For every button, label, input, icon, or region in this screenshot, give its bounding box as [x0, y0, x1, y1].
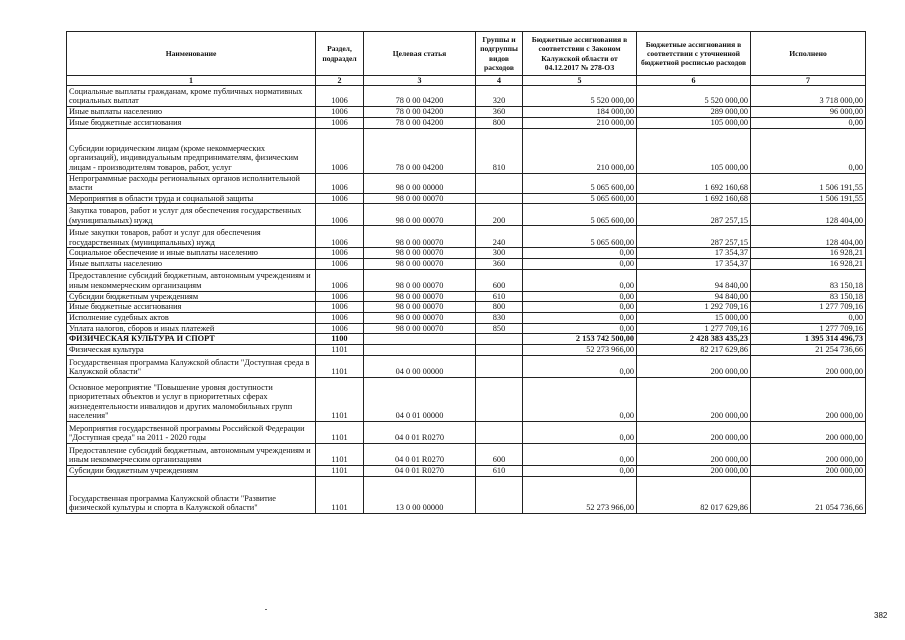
row-section: 1006	[316, 226, 364, 248]
row-law: 0,00	[523, 465, 637, 476]
row-law: 0,00	[523, 323, 637, 334]
row-refined: 200 000,00	[637, 377, 751, 421]
row-refined: 1 692 160,68	[637, 173, 751, 193]
page-number: 382	[874, 611, 888, 620]
row-section: 1101	[316, 355, 364, 377]
row-group	[476, 377, 523, 421]
row-executed: 16 928,21	[751, 248, 866, 259]
row-refined: 200 000,00	[637, 443, 751, 465]
row-law: 5 065 600,00	[523, 173, 637, 193]
header-row	[67, 32, 866, 76]
row-law: 52 273 966,00	[523, 344, 637, 355]
row-refined: 17 354,37	[637, 248, 751, 259]
row-section: 1101	[316, 443, 364, 465]
row-refined: 17 354,37	[637, 258, 751, 269]
row-name: Иные выплаты населению	[67, 258, 316, 269]
row-refined: 2 428 383 435,23	[637, 334, 751, 345]
row-target: 78 0 00 04200	[364, 86, 476, 107]
row-refined: 1 692 160,68	[637, 193, 751, 204]
table-row	[67, 248, 866, 259]
row-law: 210 000,00	[523, 117, 637, 128]
row-section: 1006	[316, 117, 364, 128]
row-target: 04 0 01 R0270	[364, 443, 476, 465]
row-executed: 200 000,00	[751, 355, 866, 377]
row-name: Социальные выплаты гражданам, кроме публичных нормативных социальных выплат	[67, 86, 316, 107]
row-refined: 1 292 709,16	[637, 302, 751, 313]
row-executed: 1 395 314 496,73	[751, 334, 866, 345]
row-refined: 289 000,00	[637, 107, 751, 118]
row-name: Социальное обеспечение и иные выплаты населению	[67, 248, 316, 259]
row-target: 98 0 00 00000	[364, 173, 476, 193]
row-target: 04 0 01 R0270	[364, 465, 476, 476]
row-name: Иные выплаты населению	[67, 107, 316, 118]
row-law: 0,00	[523, 377, 637, 421]
row-group: 800	[476, 117, 523, 128]
row-name: Закупка товаров, работ и услуг для обеспечения государственных (муниципальных) нужд	[67, 204, 316, 226]
row-group: 300	[476, 248, 523, 259]
row-section: 1100	[316, 334, 364, 345]
row-executed: 1 506 191,55	[751, 173, 866, 193]
row-section: 1006	[316, 323, 364, 334]
table-row	[67, 258, 866, 269]
row-group: 800	[476, 302, 523, 313]
row-section: 1006	[316, 193, 364, 204]
row-section: 1006	[316, 312, 364, 323]
row-executed: 128 404,00	[751, 204, 866, 226]
row-refined: 1 277 709,16	[637, 323, 751, 334]
row-name: Исполнение судебных актов	[67, 312, 316, 323]
row-law: 0,00	[523, 443, 637, 465]
table-row	[67, 107, 866, 118]
scan-speck	[265, 609, 267, 610]
row-section: 1006	[316, 86, 364, 107]
row-section: 1101	[316, 476, 364, 513]
row-target: 98 0 00 00070	[364, 226, 476, 248]
row-name: Основное мероприятие "Повышение уровня доступности приоритетных объектов и услуг в приоритетных сферах жизнедеятельности инвалидов и других маломобильных групп населения"	[67, 377, 316, 421]
row-target: 98 0 00 00070	[364, 323, 476, 334]
row-group: 240	[476, 226, 523, 248]
row-section: 1006	[316, 248, 364, 259]
row-target	[364, 344, 476, 355]
row-group: 610	[476, 465, 523, 476]
column-number: 1	[67, 76, 316, 86]
row-name: Иные бюджетные ассигнования	[67, 302, 316, 313]
row-group	[476, 421, 523, 443]
row-target: 04 0 00 00000	[364, 355, 476, 377]
row-law: 0,00	[523, 258, 637, 269]
row-target	[364, 334, 476, 345]
row-refined: 200 000,00	[637, 465, 751, 476]
row-refined: 200 000,00	[637, 421, 751, 443]
column-number: 5	[523, 76, 637, 86]
row-executed: 0,00	[751, 117, 866, 128]
table-row	[67, 226, 866, 248]
row-executed: 0,00	[751, 312, 866, 323]
row-target: 98 0 00 00070	[364, 302, 476, 313]
row-executed: 200 000,00	[751, 465, 866, 476]
row-law: 2 153 742 500,00	[523, 334, 637, 345]
row-executed: 200 000,00	[751, 377, 866, 421]
row-section: 1101	[316, 465, 364, 476]
table-row	[67, 355, 866, 377]
row-refined: 94 840,00	[637, 269, 751, 291]
row-section: 1006	[316, 107, 364, 118]
table-row	[67, 86, 866, 107]
row-group	[476, 173, 523, 193]
row-group	[476, 344, 523, 355]
row-executed: 0,00	[751, 128, 866, 173]
row-section: 1006	[316, 302, 364, 313]
table-row	[67, 128, 866, 173]
row-law: 5 520 000,00	[523, 86, 637, 107]
row-executed: 200 000,00	[751, 443, 866, 465]
row-law: 0,00	[523, 291, 637, 302]
row-name: Предоставление субсидий бюджетным, автономным учреждениям и иным некоммерческим организациям	[67, 443, 316, 465]
row-group	[476, 355, 523, 377]
row-target: 98 0 00 00070	[364, 248, 476, 259]
row-refined: 105 000,00	[637, 128, 751, 173]
row-executed: 1 277 709,16	[751, 323, 866, 334]
row-name: Государственная программа Калужской области "Развитие физической культуры и спорта в Калужской области"	[67, 476, 316, 513]
table-row	[67, 377, 866, 421]
row-target: 13 0 00 00000	[364, 476, 476, 513]
column-number: 4	[476, 76, 523, 86]
row-group: 320	[476, 86, 523, 107]
row-executed: 21 054 736,66	[751, 476, 866, 513]
row-executed: 1 506 191,55	[751, 193, 866, 204]
header-refined-allocations: Бюджетные ассигнования в соответствии с уточненной бюджетной росписью расходов	[637, 32, 751, 76]
row-law: 0,00	[523, 312, 637, 323]
table-row	[67, 204, 866, 226]
table-row	[67, 421, 866, 443]
row-executed: 83 150,18	[751, 269, 866, 291]
row-group: 600	[476, 269, 523, 291]
row-executed: 21 254 736,66	[751, 344, 866, 355]
table-row	[67, 269, 866, 291]
table-row	[67, 193, 866, 204]
row-name: Иные бюджетные ассигнования	[67, 117, 316, 128]
row-refined: 105 000,00	[637, 117, 751, 128]
table-row	[67, 334, 866, 345]
row-refined: 287 257,15	[637, 226, 751, 248]
row-section: 1101	[316, 377, 364, 421]
row-executed: 16 928,21	[751, 258, 866, 269]
table-row	[67, 291, 866, 302]
row-section: 1006	[316, 204, 364, 226]
row-name: Иные закупки товаров, работ и услуг для обеспечения государственных (муниципальных) нужд	[67, 226, 316, 248]
row-group: 610	[476, 291, 523, 302]
row-name: Непрограммные расходы региональных органов исполнительной власти	[67, 173, 316, 193]
budget-table	[66, 31, 866, 514]
table-row	[67, 117, 866, 128]
table-row	[67, 323, 866, 334]
row-law: 184 000,00	[523, 107, 637, 118]
row-group: 600	[476, 443, 523, 465]
row-executed: 1 277 709,16	[751, 302, 866, 313]
row-name: ФИЗИЧЕСКАЯ КУЛЬТУРА И СПОРТ	[67, 334, 316, 345]
row-group: 850	[476, 323, 523, 334]
row-name: Мероприятия государственной программы Российской Федерации "Доступная среда" на 2011 - 2020 годы	[67, 421, 316, 443]
row-refined: 82 217 629,86	[637, 344, 751, 355]
header-name: Наименование	[67, 32, 316, 76]
row-section: 1006	[316, 269, 364, 291]
row-law: 0,00	[523, 302, 637, 313]
row-target: 98 0 00 00070	[364, 258, 476, 269]
row-refined: 15 000,00	[637, 312, 751, 323]
row-law: 0,00	[523, 355, 637, 377]
header-law-allocations: Бюджетные ассигнования в соответствии с Законом Калужской области от 04.12.2017 № 278-ОЗ	[523, 32, 637, 76]
column-number: 3	[364, 76, 476, 86]
row-target: 98 0 00 00070	[364, 291, 476, 302]
row-group: 200	[476, 204, 523, 226]
row-executed: 3 718 000,00	[751, 86, 866, 107]
row-target: 78 0 00 04200	[364, 117, 476, 128]
row-refined: 287 257,15	[637, 204, 751, 226]
row-executed: 83 150,18	[751, 291, 866, 302]
row-section: 1006	[316, 173, 364, 193]
row-group	[476, 334, 523, 345]
header-groups: Группы и подгруппы видов расходов	[476, 32, 523, 76]
row-law: 0,00	[523, 421, 637, 443]
row-executed: 96 000,00	[751, 107, 866, 118]
row-name: Мероприятия в области труда и социальной защиты	[67, 193, 316, 204]
table-row	[67, 312, 866, 323]
row-section: 1006	[316, 258, 364, 269]
row-group: 360	[476, 107, 523, 118]
row-refined: 200 000,00	[637, 355, 751, 377]
row-law: 0,00	[523, 269, 637, 291]
table-body	[67, 86, 866, 514]
table-row	[67, 443, 866, 465]
header-executed: Исполнено	[751, 32, 866, 76]
table-row	[67, 465, 866, 476]
row-executed: 200 000,00	[751, 421, 866, 443]
row-group	[476, 193, 523, 204]
table-row	[67, 302, 866, 313]
row-name: Предоставление субсидий бюджетным, автономным учреждениям и иным некоммерческим организациям	[67, 269, 316, 291]
row-name: Физическая культура	[67, 344, 316, 355]
row-executed: 128 404,00	[751, 226, 866, 248]
row-group: 360	[476, 258, 523, 269]
row-target: 78 0 00 04200	[364, 128, 476, 173]
header-target: Целевая статья	[364, 32, 476, 76]
row-law: 5 065 600,00	[523, 204, 637, 226]
row-section: 1101	[316, 421, 364, 443]
column-number-row	[67, 76, 866, 86]
row-section: 1101	[316, 344, 364, 355]
column-number: 6	[637, 76, 751, 86]
row-law: 0,00	[523, 248, 637, 259]
row-section: 1006	[316, 128, 364, 173]
row-law: 52 273 966,00	[523, 476, 637, 513]
row-target: 04 0 01 R0270	[364, 421, 476, 443]
row-law: 5 065 600,00	[523, 226, 637, 248]
row-target: 04 0 01 00000	[364, 377, 476, 421]
row-target: 98 0 00 00070	[364, 312, 476, 323]
row-target: 78 0 00 04200	[364, 107, 476, 118]
row-group	[476, 476, 523, 513]
row-name: Субсидии бюджетным учреждениям	[67, 465, 316, 476]
row-target: 98 0 00 00070	[364, 204, 476, 226]
row-target: 98 0 00 00070	[364, 193, 476, 204]
row-name: Субсидии бюджетным учреждениям	[67, 291, 316, 302]
row-name: Государственная программа Калужской области "Доступная среда в Калужской области"	[67, 355, 316, 377]
table-row	[67, 476, 866, 513]
row-group: 810	[476, 128, 523, 173]
row-target: 98 0 00 00070	[364, 269, 476, 291]
row-name: Уплата налогов, сборов и иных платежей	[67, 323, 316, 334]
column-number: 2	[316, 76, 364, 86]
table-row	[67, 173, 866, 193]
row-refined: 5 520 000,00	[637, 86, 751, 107]
column-number: 7	[751, 76, 866, 86]
row-refined: 82 017 629,86	[637, 476, 751, 513]
row-group: 830	[476, 312, 523, 323]
header-section: Раздел, подраздел	[316, 32, 364, 76]
table-row	[67, 344, 866, 355]
row-law: 210 000,00	[523, 128, 637, 173]
row-section: 1006	[316, 291, 364, 302]
row-refined: 94 840,00	[637, 291, 751, 302]
row-name: Субсидии юридическим лицам (кроме некоммерческих организаций), индивидуальным предпринимателям, физическим лицам - производителям товаров, работ, услуг	[67, 128, 316, 173]
row-law: 5 065 600,00	[523, 193, 637, 204]
